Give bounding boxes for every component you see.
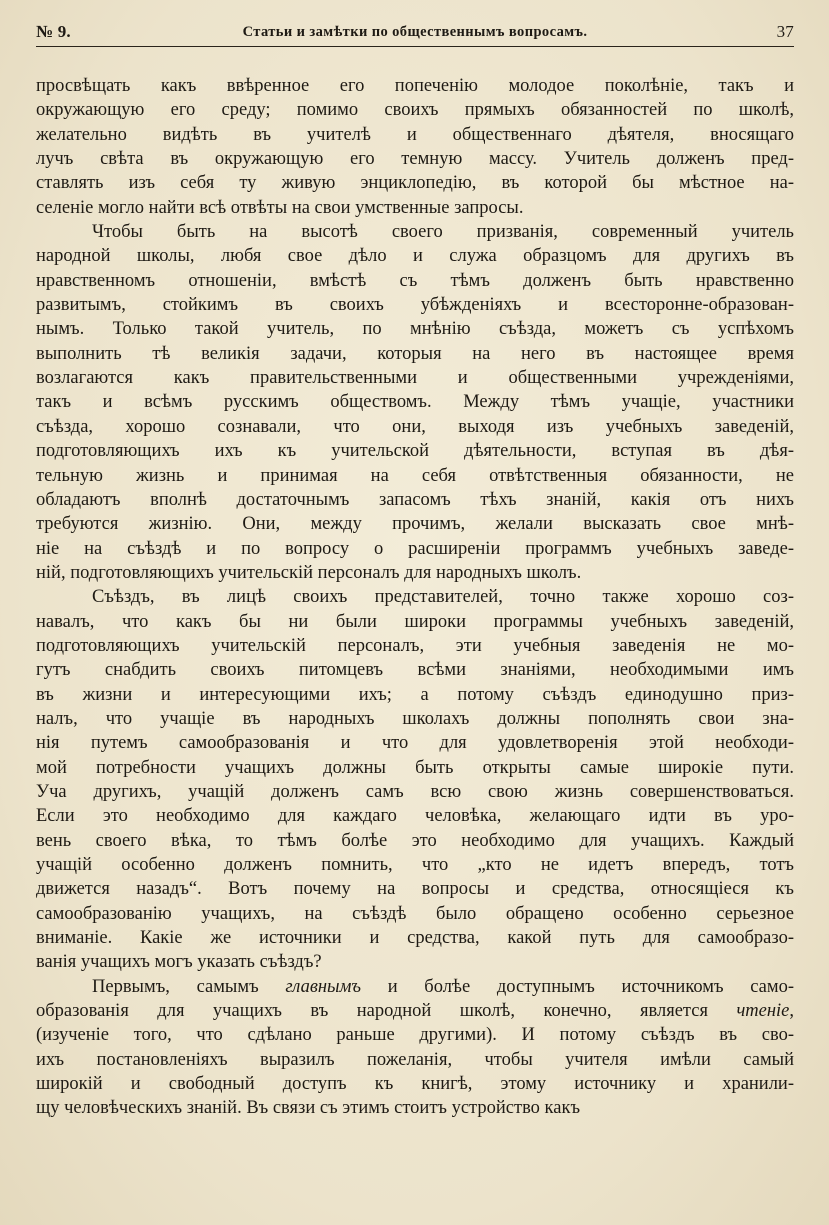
text-line: широкій и свободный доступъ къ книгѣ, этому источнику и хранили- xyxy=(36,1074,794,1095)
text-line: тельную жизнь и принимая на себя отвѣтственныя обязанности, не xyxy=(36,465,794,486)
text-line: народной школы, любя свое дѣло и служа образцомъ для другихъ въ xyxy=(36,246,794,267)
text-line: селеніе могло найти всѣ отвѣты на свои умственные запросы. xyxy=(36,197,524,218)
text-line: вниманіе. Какіе же источники и средства, какой путь для самообразо- xyxy=(36,928,794,949)
text-line: движется назадъ“. Вотъ почему на вопросы и средства, относящіеся къ xyxy=(36,879,794,900)
running-header xyxy=(36,22,794,46)
text-line: ихъ постановленіяхъ выразилъ пожеланія, чтобы учителя имѣли самый xyxy=(36,1049,794,1070)
paragraph xyxy=(36,220,794,585)
italic-word: чтеніе xyxy=(736,1001,790,1022)
text-line: просвѣщать какъ ввѣренное его попеченію молодое поколѣніе, такъ и xyxy=(36,76,794,96)
text-line: ній, подготовляющихъ учительскій персоналъ для народныхъ школъ. xyxy=(36,562,582,583)
text-line: лучъ свѣта въ окружающую его темную массу. Учитель долженъ пред- xyxy=(36,149,794,170)
paragraph xyxy=(36,585,794,975)
text-line: ванія учащихъ могъ указать съѣздъ? xyxy=(36,952,322,973)
text-line: Съѣздъ, въ лицѣ своихъ представителей, точно также хорошо соз- xyxy=(92,587,794,608)
text-line: желательно видѣть въ учителѣ и общественнаго дѣятеля, вносящаго xyxy=(36,124,794,145)
text-line: нія путемъ самообразованія и что для удовлетворенія этой необходи- xyxy=(36,733,794,754)
paragraph xyxy=(36,74,794,220)
paragraph xyxy=(36,975,794,1121)
text-line: самообразованію учащихъ, на съѣздѣ было обращено особенно серьезное xyxy=(36,903,794,924)
issue-number: № 9. xyxy=(36,22,71,41)
section-title: Статьи и замѣтки по общественнымъ вопросамъ. xyxy=(242,24,588,40)
text-line: нравственномъ отношеніи, вмѣстѣ съ тѣмъ долженъ быть нравственно xyxy=(36,270,794,291)
text-line: требуются жизнію. Они, между прочимъ, желали высказать свое мнѣ- xyxy=(36,514,794,535)
text-line: обладаютъ вполнѣ достаточнымъ запасомъ тѣхъ знаній, какія отъ нихъ xyxy=(36,489,794,510)
text-line: подготовляющихъ учительскій персоналъ, эти учебныя заведенія не мо- xyxy=(36,635,794,656)
text-line: Чтобы быть на высотѣ своего призванія, современный учитель xyxy=(92,222,794,243)
text-line: Первымъ, самымъ главнымъ и болѣе доступнымъ источникомъ само- xyxy=(92,976,794,997)
text-line: вень своего вѣка, то тѣмъ болѣе это необходимо для учащихъ. Каждый xyxy=(36,830,794,851)
text-line: такъ и всѣмъ русскимъ обществомъ. Между тѣмъ учащіе, участники xyxy=(36,392,794,413)
text-line: развитымъ, стойкимъ въ своихъ убѣжденіяхъ и всесторонне-образован- xyxy=(36,295,794,316)
text-line: Уча другихъ, учащій долженъ самъ всю свою жизнь совершенствоваться. xyxy=(36,781,794,802)
text-line: навалъ, что какъ бы ни были широки программы учебныхъ заведеній, xyxy=(36,611,794,632)
text-line: ніе на съѣздѣ и по вопросу о расширеніи программъ учебныхъ заведе- xyxy=(36,538,794,559)
text-line: налъ, что учащіе въ народныхъ школахъ должны пополнять свои зна- xyxy=(36,708,794,729)
text-line: учащій особенно долженъ помнить, что „кто не идетъ впередъ, тотъ xyxy=(36,855,794,875)
text-line: нымъ. Только такой учитель, по мнѣнію съѣзда, можетъ съ успѣхомъ xyxy=(36,319,794,340)
text-line: (изученіе того, что сдѣлано раньше другими). И потому съѣздъ въ сво- xyxy=(36,1025,794,1046)
text-line: щу человѣческихъ знаній. Въ связи съ этимъ стоитъ устройство какъ xyxy=(36,1098,581,1119)
text-line: въ жизни и интересующими ихъ; а потому съѣздъ единодушно приз- xyxy=(36,684,794,705)
text-line: съѣзда, хорошо сознавали, что они, выходя изъ учебныхъ заведеній, xyxy=(36,416,794,437)
text-line: гутъ снабдить своихъ питомцевъ всѣми знаніями, необходимыми имъ xyxy=(36,660,794,681)
page-number: 37 xyxy=(776,22,794,41)
text-line: окружающую его среду; помимо своихъ прямыхъ обязанностей по школѣ, xyxy=(36,100,794,121)
text-line: выполнить тѣ великія задачи, которыя на него въ настоящее время xyxy=(36,343,794,364)
text-line: возлагаются какъ правительственными и общественными учрежденіями, xyxy=(36,368,794,389)
body-text xyxy=(36,74,794,1121)
text-line: ставлять изъ себя ту живую энциклопедію, въ которой бы мѣстное на- xyxy=(36,173,794,194)
header-rule xyxy=(36,46,794,47)
text-line: мой потребности учащихъ должны быть открыты самые широкіе пути. xyxy=(36,757,794,778)
text-line: подготовляющихъ ихъ къ учительской дѣятельности, вступая въ дѣя- xyxy=(36,441,794,462)
italic-word: главнымъ xyxy=(285,976,361,997)
text-line: образованія для учащихъ въ народной школѣ, конечно, является чтеніе, xyxy=(36,1001,794,1022)
text-line: Если это необходимо для каждаго человѣка, желающаго идти въ уро- xyxy=(36,806,794,827)
